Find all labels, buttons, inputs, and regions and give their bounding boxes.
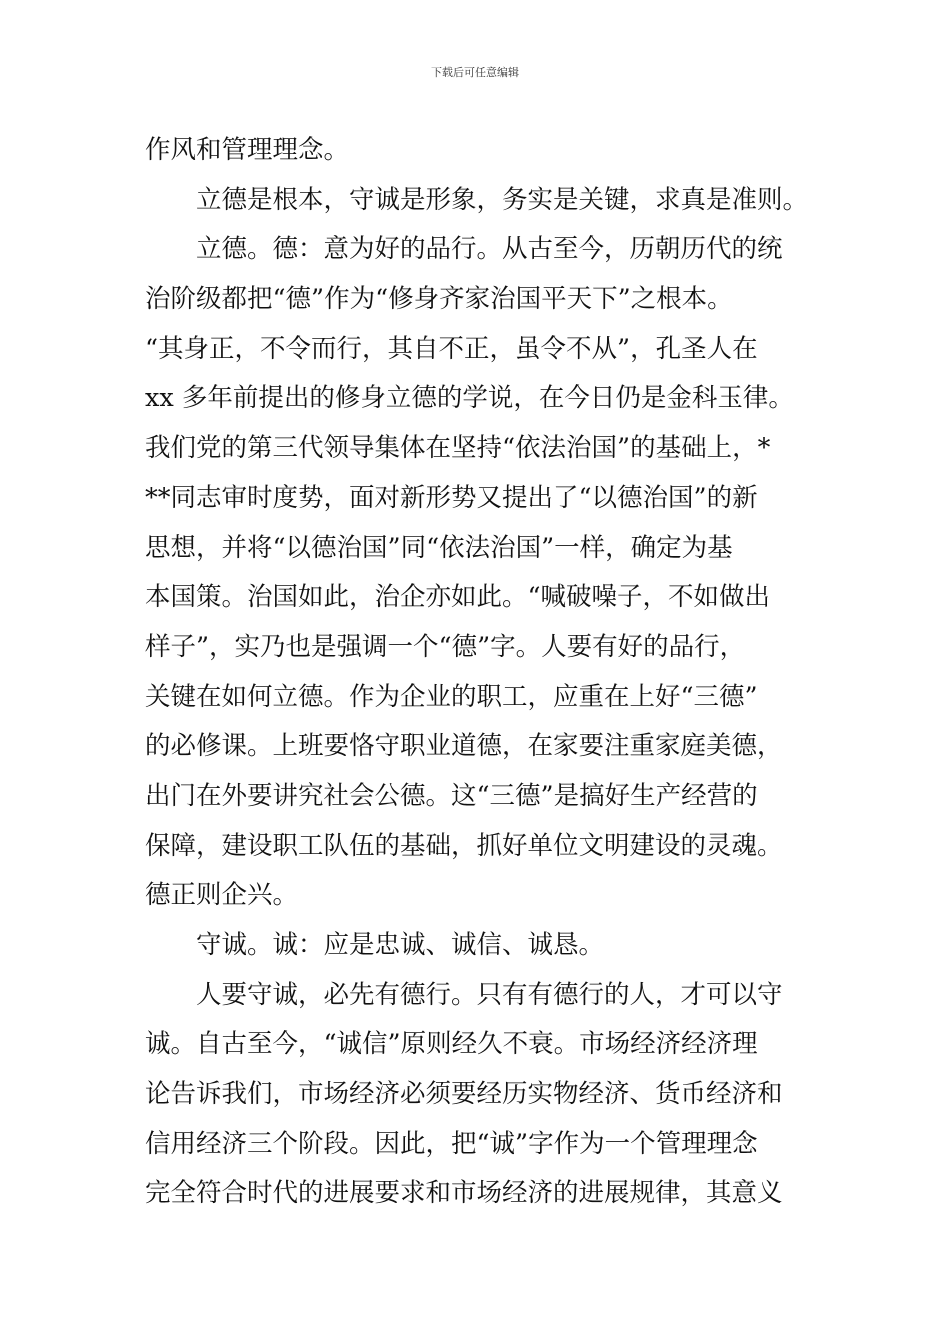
text-line: 完全符合时代的进展要求和市场经济的进展规律，其意义 bbox=[145, 1178, 783, 1209]
text-line: “其身正，不令而行，其自不正，虽令不从”，孔圣人在 bbox=[145, 333, 758, 364]
text-line: 德正则企兴。 bbox=[145, 880, 299, 911]
text-line: 关键在如何立德。作为企业的职工，应重在上好“三德” bbox=[145, 681, 758, 712]
text-line: 思想，并将“以德治国”同“依法治国”一样，确定为基 bbox=[145, 532, 733, 563]
text-line: 本国策。治国如此，治企亦如此。“喊破噪子，不如做出 bbox=[145, 582, 771, 613]
text-line: **同志审时度势，面对新形势又提出了“以德治国”的新 bbox=[145, 482, 758, 513]
text-line: 出门在外要讲究社会公德。这“三德”是搞好生产经营的 bbox=[145, 780, 758, 811]
text-line: 的必修课。上班要恪守职业道德，在家要注重家庭美德， bbox=[145, 731, 783, 762]
text-line: 保障，建设职工队伍的基础，抓好单位文明建设的灵魂。 bbox=[145, 830, 783, 861]
text-line: 我们党的第三代领导集体在坚持“依法治国”的基础上，* bbox=[145, 433, 771, 464]
document-body bbox=[145, 126, 809, 1219]
text-line: 论告诉我们，市场经济必须要经历实物经济、货币经济和 bbox=[145, 1079, 783, 1110]
text-line: xx 多年前提出的修身立德的学说，在今日仍是金科玉律。 bbox=[145, 383, 794, 414]
page-header: 下载后可任意编辑 bbox=[431, 66, 519, 79]
text-line: 立德。德：意为好的品行。从古至今，历朝历代的统 bbox=[196, 234, 783, 265]
text-line: 人要守诚，必先有德行。只有有德行的人，才可以守 bbox=[196, 979, 783, 1010]
text-line: 作风和管理理念。 bbox=[145, 135, 350, 165]
text-line: 立德是根本，守诚是形象，务实是关键，求真是准则。 bbox=[196, 184, 809, 215]
text-line: 样子”，实乃也是强调一个“德”字。人要有好的品行， bbox=[145, 631, 746, 662]
text-line: 诚。自古至今，“诚信”原则经久不衰。市场经济经济理 bbox=[145, 1029, 758, 1060]
text-line: 治阶级都把“德”作为“修身齐家治国平天下”之根本。 bbox=[145, 284, 733, 315]
text-line: 信用经济三个阶段。因此，把“诚”字作为一个管理理念 bbox=[145, 1128, 758, 1159]
text-line: 守诚。诚：应是忠诚、诚信、诚恳。 bbox=[196, 930, 605, 960]
